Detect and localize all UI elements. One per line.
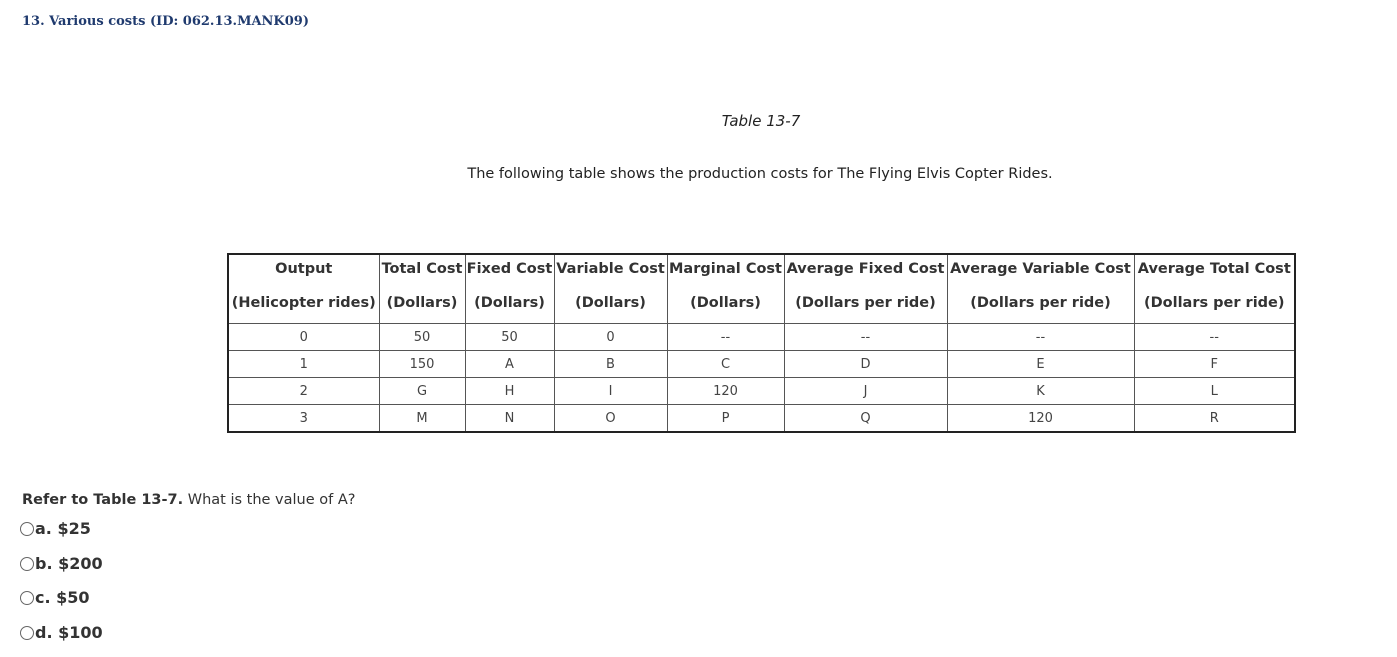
question-text: What is the value of A? xyxy=(183,492,355,508)
table-cell: 120 xyxy=(947,405,1134,433)
table-cell: I xyxy=(554,378,667,405)
header-average-variable-cost: Average Variable Cost xyxy=(947,254,1134,283)
radio-button[interactable] xyxy=(20,626,34,640)
table-cell: H xyxy=(465,378,554,405)
table-cell: 50 xyxy=(379,324,465,351)
cost-table xyxy=(227,253,1296,433)
table-cell: -- xyxy=(1134,324,1295,351)
table-cell: 1 xyxy=(228,351,379,378)
table-cell: -- xyxy=(784,324,947,351)
table-cell: 120 xyxy=(667,378,784,405)
table-cell: B xyxy=(554,351,667,378)
table-cell: K xyxy=(947,378,1134,405)
unit-marginal-cost: (Dollars) xyxy=(667,283,784,324)
unit-total-cost: (Dollars) xyxy=(379,283,465,324)
radio-button[interactable] xyxy=(20,557,34,571)
header-average-fixed-cost: Average Fixed Cost xyxy=(784,254,947,283)
option-a[interactable] xyxy=(20,519,103,554)
table-cell: J xyxy=(784,378,947,405)
header-fixed-cost: Fixed Cost xyxy=(465,254,554,283)
table-cell: R xyxy=(1134,405,1295,433)
header-marginal-cost: Marginal Cost xyxy=(667,254,784,283)
radio-button[interactable] xyxy=(20,522,34,536)
table-cell: 0 xyxy=(228,324,379,351)
table-title: Table 13-7 xyxy=(0,112,1397,130)
option-label: d. $100 xyxy=(35,623,103,642)
table-row xyxy=(228,351,1295,378)
table-cell: P xyxy=(667,405,784,433)
table-row xyxy=(228,378,1295,405)
option-label: b. $200 xyxy=(35,554,103,573)
unit-average-variable-cost: (Dollars per ride) xyxy=(947,283,1134,324)
table-cell: E xyxy=(947,351,1134,378)
table-cell: -- xyxy=(667,324,784,351)
unit-average-fixed-cost: (Dollars per ride) xyxy=(784,283,947,324)
option-label: c. $50 xyxy=(35,588,90,607)
unit-fixed-cost: (Dollars) xyxy=(465,283,554,324)
answer-options xyxy=(20,519,103,657)
table-cell: G xyxy=(379,378,465,405)
table-caption: The following table shows the production costs for The Flying Elvis Copter Rides. xyxy=(0,166,1397,182)
option-b[interactable] xyxy=(20,554,103,589)
header-average-total-cost: Average Total Cost xyxy=(1134,254,1295,283)
table-row xyxy=(228,324,1295,351)
header-total-cost: Total Cost xyxy=(379,254,465,283)
question-header: 13. Various costs (ID: 062.13.MANK09) xyxy=(22,14,309,29)
option-d[interactable] xyxy=(20,623,103,657)
table-cell: M xyxy=(379,405,465,433)
table-cell: N xyxy=(465,405,554,433)
table-cell: A xyxy=(465,351,554,378)
table-cell: F xyxy=(1134,351,1295,378)
unit-output: (Helicopter rides) xyxy=(228,283,379,324)
header-output: Output xyxy=(228,254,379,283)
table-cell: 2 xyxy=(228,378,379,405)
table-cell: -- xyxy=(947,324,1134,351)
unit-average-total-cost: (Dollars per ride) xyxy=(1134,283,1295,324)
table-cell: L xyxy=(1134,378,1295,405)
table-row xyxy=(228,405,1295,433)
unit-variable-cost: (Dollars) xyxy=(554,283,667,324)
table-cell: D xyxy=(784,351,947,378)
table-cell: C xyxy=(667,351,784,378)
table-cell: 50 xyxy=(465,324,554,351)
table-cell: Q xyxy=(784,405,947,433)
option-c[interactable] xyxy=(20,588,103,623)
table-cell: O xyxy=(554,405,667,433)
header-variable-cost: Variable Cost xyxy=(554,254,667,283)
table-cell: 3 xyxy=(228,405,379,433)
table-cell: 150 xyxy=(379,351,465,378)
table-cell: 0 xyxy=(554,324,667,351)
option-label: a. $25 xyxy=(35,519,91,538)
table-reference: Refer to Table 13-7. xyxy=(22,492,183,508)
radio-button[interactable] xyxy=(20,591,34,605)
question-prompt xyxy=(22,492,355,508)
